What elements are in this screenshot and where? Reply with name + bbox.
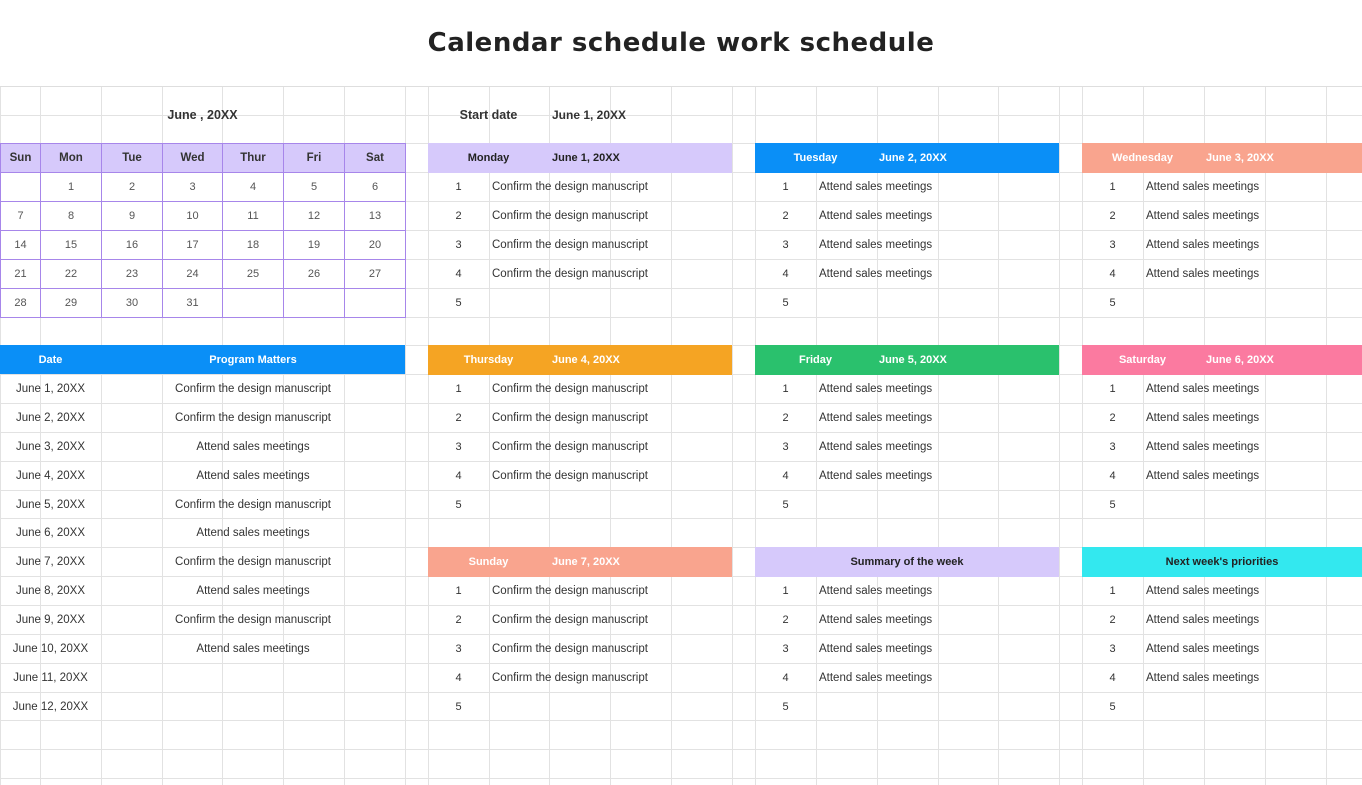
calendar-day[interactable]: 5 (283, 172, 345, 202)
panel-item-number: 3 (1109, 440, 1116, 453)
panel-day: Tuesday (793, 152, 838, 164)
calendar-day[interactable]: 7 (0, 201, 41, 231)
panel-item-number: 4 (782, 469, 789, 482)
panel-item-number: 1 (782, 382, 789, 395)
program-matter[interactable]: Confirm the design manuscript (175, 613, 331, 626)
panel-day: Friday (798, 354, 832, 366)
panel-date: June 1, 20XX (552, 152, 620, 164)
calendar-day (344, 288, 406, 318)
panel-item[interactable]: Confirm the design manuscript (492, 382, 648, 395)
calendar-day[interactable]: 24 (162, 259, 223, 289)
panel-item[interactable]: Attend sales meetings (1146, 267, 1260, 280)
program-matter[interactable] (101, 663, 405, 692)
panel-item[interactable]: Confirm the design manuscript (492, 584, 648, 597)
calendar-day (283, 288, 345, 318)
panel-item-number: 3 (1109, 238, 1116, 251)
panel-item[interactable] (1146, 692, 1362, 721)
program-matter[interactable]: Attend sales meetings (196, 584, 310, 597)
panel-item[interactable]: Attend sales meetings (819, 613, 933, 626)
calendar-day[interactable]: 25 (222, 259, 284, 289)
panel-item-number: 3 (455, 238, 462, 251)
panel-item-number: 5 (782, 296, 789, 309)
program-matter[interactable]: Attend sales meetings (196, 526, 310, 539)
panel-item-number: 5 (1109, 700, 1116, 713)
calendar-day[interactable]: 16 (101, 230, 163, 260)
panel-item-number: 1 (455, 180, 462, 193)
calendar-weekday-mon: Mon (40, 143, 102, 173)
calendar-weekday-fri: Fri (283, 143, 345, 173)
month-label: June , 20XX (167, 107, 238, 122)
panel-item-number: 1 (1109, 584, 1116, 597)
panel-item-number: 5 (1109, 296, 1116, 309)
panel-item[interactable]: Attend sales meetings (819, 671, 933, 684)
panel-item[interactable] (492, 288, 732, 317)
panel-item-number: 2 (1109, 411, 1116, 424)
panel-item[interactable]: Attend sales meetings (819, 238, 933, 251)
panel-item-number: 4 (1109, 267, 1116, 280)
panel-item-number: 4 (1109, 469, 1116, 482)
program-date: June 5, 20XX (15, 498, 86, 511)
panel-item[interactable]: Attend sales meetings (819, 382, 933, 395)
program-matter[interactable]: Confirm the design manuscript (175, 498, 331, 511)
calendar-day[interactable]: 2 (101, 172, 163, 202)
program-date: June 8, 20XX (15, 584, 86, 597)
panel-item[interactable]: Attend sales meetings (819, 469, 933, 482)
panel-item[interactable]: Confirm the design manuscript (492, 671, 648, 684)
panel-item-number: 5 (455, 700, 462, 713)
calendar-day[interactable]: 1 (40, 172, 102, 202)
panel-item[interactable]: Attend sales meetings (1146, 411, 1260, 424)
panel-item-number: 2 (455, 411, 462, 424)
calendar-day (222, 288, 284, 318)
panel-item[interactable]: Confirm the design manuscript (492, 180, 648, 193)
panel-item[interactable]: Confirm the design manuscript (492, 238, 648, 251)
start-date-label: Start date (459, 107, 518, 122)
calendar-day[interactable]: 10 (162, 201, 223, 231)
panel-item[interactable]: Attend sales meetings (1146, 440, 1260, 453)
panel-item[interactable]: Attend sales meetings (1146, 209, 1260, 222)
calendar-day[interactable]: 19 (283, 230, 345, 260)
panel-item[interactable] (492, 490, 732, 519)
calendar-weekday-sat: Sat (344, 143, 406, 173)
panel-item[interactable]: Attend sales meetings (819, 440, 933, 453)
panel-day: Monday (467, 152, 510, 164)
panel-item-number: 3 (455, 642, 462, 655)
panel-item-number: 5 (782, 498, 789, 511)
panel-item-number: 1 (782, 584, 789, 597)
panel-item-number: 5 (1109, 498, 1116, 511)
panel-item[interactable]: Attend sales meetings (819, 267, 933, 280)
calendar-day[interactable]: 11 (222, 201, 284, 231)
panel-item[interactable]: Attend sales meetings (819, 209, 933, 222)
panel-item[interactable]: Attend sales meetings (1146, 382, 1260, 395)
panel-item-number: 3 (782, 238, 789, 251)
calendar-day[interactable]: 30 (101, 288, 163, 318)
panel-date: June 4, 20XX (552, 354, 620, 366)
panel-item[interactable] (819, 692, 1059, 721)
panel-title: Summary of the week (850, 556, 964, 568)
calendar-day[interactable]: 6 (344, 172, 406, 202)
calendar-day[interactable]: 17 (162, 230, 223, 260)
calendar-day[interactable]: 20 (344, 230, 406, 260)
panel-item[interactable]: Attend sales meetings (819, 411, 933, 424)
calendar-day[interactable]: 14 (0, 230, 41, 260)
calendar-day[interactable]: 13 (344, 201, 406, 231)
program-date: June 9, 20XX (15, 613, 86, 626)
start-date-value[interactable]: June 1, 20XX (552, 107, 627, 122)
panel-item-number: 5 (455, 498, 462, 511)
panel-item[interactable]: Confirm the design manuscript (492, 440, 648, 453)
panel-date: June 7, 20XX (552, 556, 620, 568)
panel-item[interactable]: Attend sales meetings (1146, 584, 1260, 597)
panel-item[interactable] (1146, 490, 1362, 519)
calendar-day[interactable]: 12 (283, 201, 345, 231)
panel-item[interactable]: Confirm the design manuscript (492, 613, 648, 626)
program-date: June 11, 20XX (13, 671, 88, 684)
program-date: June 6, 20XX (15, 526, 86, 539)
panel-item[interactable] (1146, 288, 1362, 317)
panel-item[interactable]: Attend sales meetings (1146, 613, 1260, 626)
panel-item[interactable] (819, 490, 1059, 519)
panel-item[interactable]: Attend sales meetings (1146, 238, 1260, 251)
panel-day: Saturday (1118, 354, 1167, 366)
panel-title: Next week's priorities (1165, 556, 1279, 568)
panel-item-number: 3 (782, 642, 789, 655)
panel-item-number: 5 (782, 700, 789, 713)
panel-date: June 3, 20XX (1206, 152, 1274, 164)
panel-item-number: 1 (782, 180, 789, 193)
calendar-day[interactable]: 18 (222, 230, 284, 260)
panel-item[interactable] (819, 288, 1059, 317)
calendar-day[interactable]: 22 (40, 259, 102, 289)
panel-item-number: 3 (782, 440, 789, 453)
panel-item[interactable] (492, 692, 732, 721)
calendar-day[interactable]: 9 (101, 201, 163, 231)
panel-item-number: 5 (455, 296, 462, 309)
program-matter[interactable]: Confirm the design manuscript (175, 382, 331, 395)
panel-item-number: 4 (782, 671, 789, 684)
panel-item-number: 2 (455, 209, 462, 222)
panel-item-number: 2 (1109, 613, 1116, 626)
page-title: Calendar schedule work schedule (0, 0, 1362, 87)
program-date: June 1, 20XX (15, 382, 86, 395)
calendar-weekday-sun: Sun (0, 143, 41, 173)
program-date: June 4, 20XX (15, 469, 86, 482)
calendar-day[interactable]: 21 (0, 259, 41, 289)
calendar-weekday-thur: Thur (222, 143, 284, 173)
panel-date: June 2, 20XX (879, 152, 947, 164)
program-matter[interactable] (101, 692, 405, 721)
program-date: June 7, 20XX (15, 555, 86, 568)
calendar-day[interactable]: 26 (283, 259, 345, 289)
calendar-day[interactable]: 4 (222, 172, 284, 202)
calendar-day[interactable]: 31 (162, 288, 223, 318)
program-matter[interactable]: Confirm the design manuscript (175, 555, 331, 568)
panel-item[interactable]: Attend sales meetings (1146, 671, 1260, 684)
panel-item-number: 4 (455, 469, 462, 482)
panel-item-number: 4 (455, 671, 462, 684)
panel-item[interactable]: Confirm the design manuscript (492, 642, 648, 655)
program-date: June 2, 20XX (15, 411, 86, 424)
panel-item[interactable]: Confirm the design manuscript (492, 209, 648, 222)
panel-item-number: 2 (782, 209, 789, 222)
panel-item-number: 2 (782, 411, 789, 424)
panel-item[interactable]: Attend sales meetings (1146, 180, 1260, 193)
panel-item[interactable]: Attend sales meetings (819, 584, 933, 597)
panel-day: Wednesday (1112, 152, 1173, 164)
panel-date: June 6, 20XX (1206, 354, 1274, 366)
panel-item-number: 1 (455, 382, 462, 395)
panel-item[interactable]: Confirm the design manuscript (492, 469, 648, 482)
calendar-weekday-tue: Tue (101, 143, 163, 173)
program-matter[interactable]: Attend sales meetings (196, 440, 310, 453)
program-matter[interactable]: Confirm the design manuscript (175, 411, 331, 424)
panel-item-number: 2 (1109, 209, 1116, 222)
panel-item[interactable]: Attend sales meetings (1146, 469, 1260, 482)
panel-item-number: 1 (1109, 180, 1116, 193)
calendar-day[interactable]: 3 (162, 172, 223, 202)
panel-item-number: 4 (455, 267, 462, 280)
program-header-date: Date (0, 345, 101, 374)
panel-item-number: 4 (1109, 671, 1116, 684)
panel-item[interactable]: Attend sales meetings (819, 180, 933, 193)
calendar-day[interactable]: 29 (40, 288, 102, 318)
panel-item-number: 1 (455, 584, 462, 597)
calendar-day[interactable]: 27 (344, 259, 406, 289)
calendar-weekday-wed: Wed (162, 143, 223, 173)
panel-item-number: 3 (1109, 642, 1116, 655)
panel-item[interactable]: Confirm the design manuscript (492, 411, 648, 424)
calendar-day[interactable]: 8 (40, 201, 102, 231)
panel-day: Sunday (468, 556, 509, 568)
program-header-matters: Program Matters (101, 345, 405, 374)
panel-day: Thursday (463, 354, 514, 366)
panel-item[interactable]: Confirm the design manuscript (492, 267, 648, 280)
calendar-day (0, 172, 41, 202)
program-date: June 3, 20XX (15, 440, 86, 453)
program-date: June 10, 20XX (12, 642, 89, 655)
panel-item-number: 3 (455, 440, 462, 453)
calendar-day[interactable]: 28 (0, 288, 41, 318)
panel-item-number: 4 (782, 267, 789, 280)
calendar-day[interactable]: 23 (101, 259, 163, 289)
program-date: June 12, 20XX (12, 700, 89, 713)
panel-item-number: 2 (782, 613, 789, 626)
panel-item-number: 2 (455, 613, 462, 626)
panel-item-number: 1 (1109, 382, 1116, 395)
panel-date: June 5, 20XX (879, 354, 947, 366)
program-matter[interactable]: Attend sales meetings (196, 642, 310, 655)
calendar-day[interactable]: 15 (40, 230, 102, 260)
panel-item[interactable]: Attend sales meetings (1146, 642, 1260, 655)
panel-item[interactable]: Attend sales meetings (819, 642, 933, 655)
program-matter[interactable]: Attend sales meetings (196, 469, 310, 482)
